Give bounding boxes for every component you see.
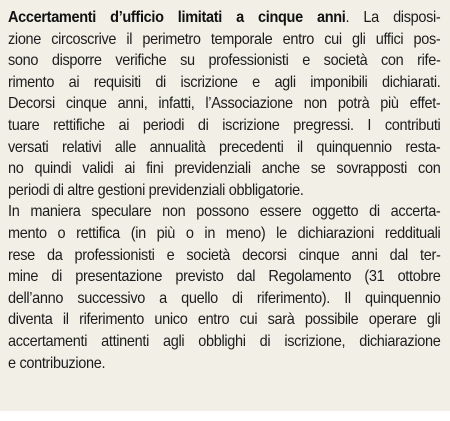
paragraph-1-line-1-text: . La disposi- — [345, 9, 441, 26]
paragraph-1-line-2: zione circoscrive il perimetro temporale entro cui gli uffici pos- — [8, 30, 441, 48]
paragraph-1-line-4: rimento ai requisiti di iscrizione e agli imponibili dichiarati. — [8, 73, 441, 91]
paragraph-1-line-9: periodi di altre gestioni previdenziali obbligatorie. — [8, 181, 304, 199]
paragraph-2 — [8, 201, 442, 374]
paragraph-2-line-5: dell’anno successivo a quello di riferimento). Il quinquennio — [8, 289, 441, 307]
paragraph-2-line-6: diventa il riferimento unico entro cui sarà possibile operare gli — [8, 311, 441, 329]
paragraph-2-line-4: mine di presentazione previsto dal Regolamento (31 ottobre — [8, 268, 441, 286]
paragraph-2-line-8: e contribuzione. — [8, 354, 106, 372]
paragraph-1-line-6: tuare rettifiche ai periodi di iscrizione pregressi. I contributi — [8, 116, 441, 134]
paragraph-1-line-3: sono disporre verifiche su professionisti e società con rife- — [8, 52, 441, 70]
paragraph-1-line-5: Decorsi cinque anni, infatti, l’Associazione non potrà più effet- — [8, 95, 441, 113]
paragraph-2-line-1: In maniera speculare non possono essere oggetto di accerta- — [8, 203, 441, 221]
section-title: Accertamenti d’ufficio limitati a cinque anni — [8, 9, 346, 26]
paragraph-1-line-1 — [8, 7, 440, 29]
paragraph-2-line-3: rese da professionisti e società decorsi cinque anni dal ter- — [8, 246, 441, 264]
paragraph-1-line-7: versati relativi alle annualità precedenti il quinquennio resta- — [8, 138, 441, 156]
paragraph-1 — [8, 7, 442, 201]
paragraph-2-line-2: mento o rettifica (in più o in meno) le dichiarazioni reddituali — [8, 224, 441, 242]
paragraph-2-line-7: accertamenti attinenti agli obblighi di iscrizione, dichiarazione — [8, 332, 441, 350]
paragraph-1-line-8: no quindi validi ai fini previdenziali anche se sovrapposti con — [8, 160, 441, 178]
